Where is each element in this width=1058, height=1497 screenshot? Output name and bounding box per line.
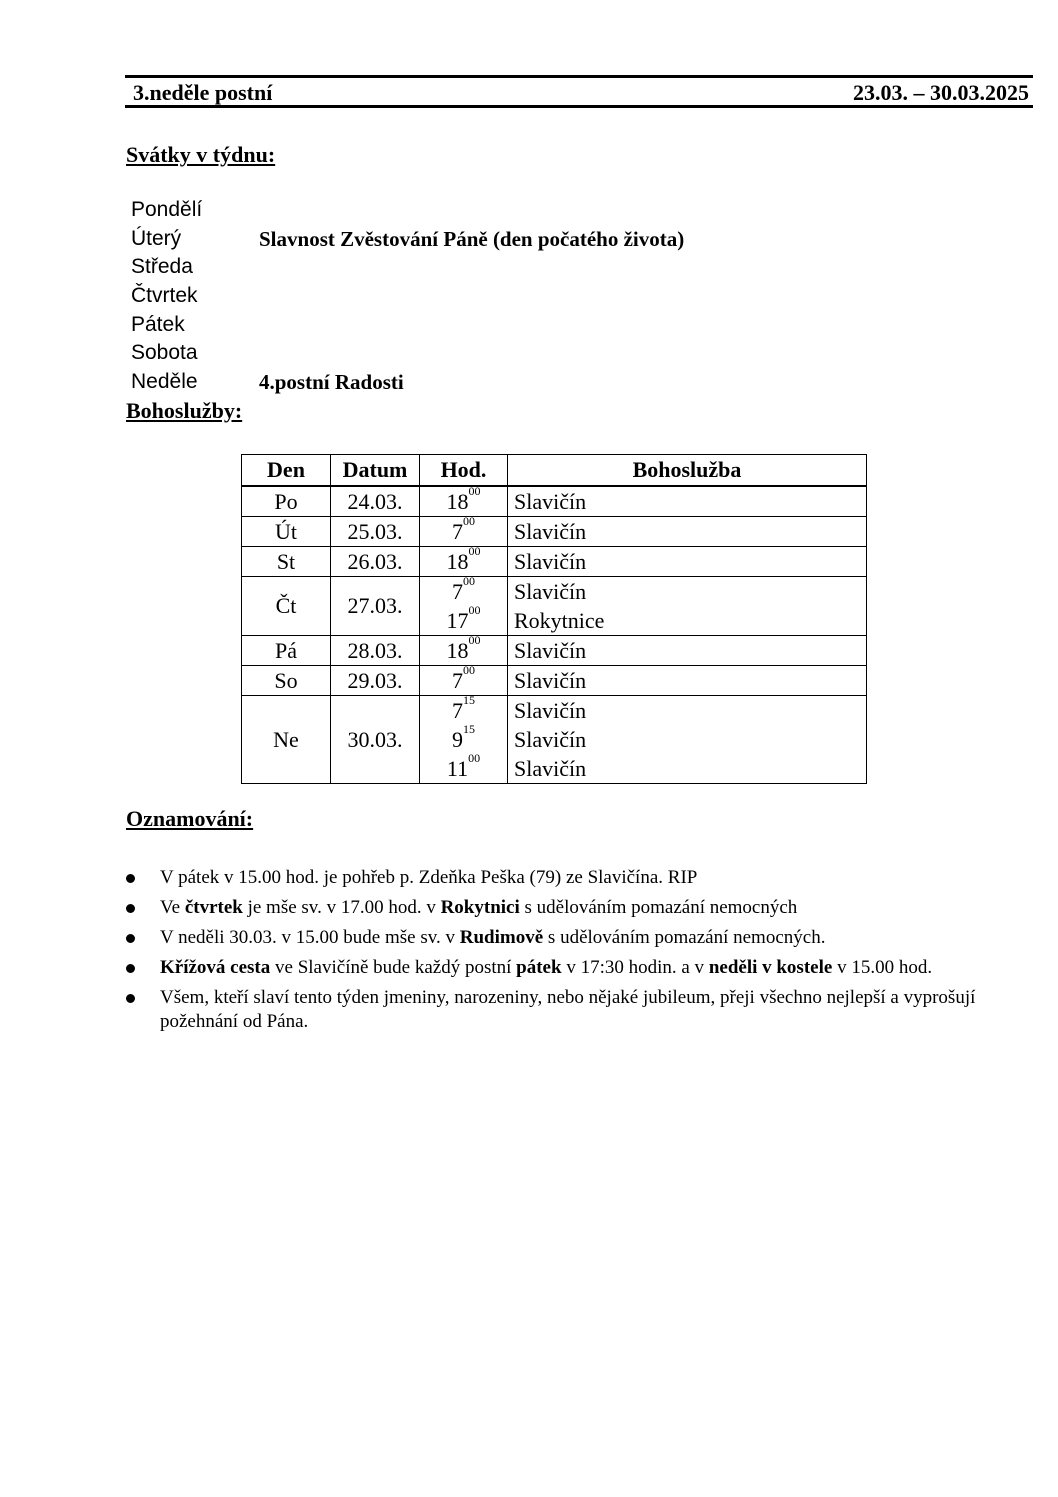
service-time-hour: 11 (446, 756, 469, 781)
service-places (508, 636, 867, 666)
notice-text-bold: čtvrtek (184, 897, 243, 918)
service-time (420, 544, 507, 576)
notice-text: ve Slavičíně bude každý postní (270, 957, 517, 978)
service-time-minutes: 00 (468, 544, 481, 558)
service-time-hour: 17 (446, 608, 469, 633)
table-row (242, 547, 867, 577)
table-row (242, 577, 867, 636)
service-places (508, 666, 867, 696)
list-item (126, 896, 996, 920)
holiday-feast: 4.postní Radosti (259, 370, 404, 395)
notice-text-bold: neděli v kostele (708, 957, 833, 978)
service-date: 28.03. (331, 636, 420, 666)
column-header-day: Den (242, 455, 331, 487)
service-times (420, 633, 508, 666)
holiday-feast: Slavnost Zvěstování Páně (den počatého života) (259, 226, 685, 251)
service-time-hour: 7 (452, 579, 463, 604)
service-day: Ne (242, 696, 331, 784)
notice-text: Ve (160, 897, 185, 918)
service-date: 25.03. (331, 517, 420, 547)
service-place: Slavičín (514, 668, 587, 693)
notice-text: s udělováním pomazání nemocných (519, 897, 798, 918)
service-places (508, 486, 867, 517)
service-times (420, 693, 508, 784)
week-title: 3.neděle postní (133, 80, 273, 105)
service-time-minutes: 15 (463, 722, 475, 736)
service-time-minutes: 00 (468, 484, 481, 498)
service-time (420, 633, 507, 665)
service-date: 24.03. (331, 486, 420, 517)
service-day: So (242, 666, 331, 696)
service-time (420, 514, 507, 546)
notice-text-bold: Rudimově (459, 927, 544, 948)
service-places (508, 517, 867, 547)
table-row (242, 486, 867, 517)
notice-text: V pátek v 15.00 hod. je pohřeb p. Zdeňka Peška (79) ze Slavičína. RIP (160, 867, 698, 888)
service-time (420, 603, 507, 635)
service-time (420, 663, 507, 695)
service-times (420, 574, 508, 636)
column-header-time: Hod. (420, 455, 508, 487)
list-item (126, 926, 996, 950)
service-time-minutes: 00 (463, 663, 475, 677)
service-places (508, 547, 867, 577)
service-time (420, 693, 507, 725)
bullet-icon (126, 904, 135, 913)
service-place: Slavičín (514, 698, 587, 723)
notices-heading: Oznamování: (126, 806, 254, 831)
service-time-hour: 7 (452, 698, 463, 723)
notice-text: Všem, kteří slaví tento týden jmeniny, narozeniny, nebo nějaké jubileum, přeji všechno nejlepší a vyprošují požehnání od Pána. (160, 987, 976, 1032)
notice-text: je mše sv. v 17.00 hod. v (242, 897, 441, 918)
service-place: Slavičín (514, 756, 587, 781)
service-places (508, 577, 867, 636)
bullet-icon (126, 934, 135, 943)
notice-text: V neděli 30.03. v 15.00 bude mše sv. v (160, 927, 460, 948)
service-time-minutes: 15 (463, 693, 475, 707)
services-table-header-row (242, 455, 867, 487)
service-place: Slavičín (514, 727, 587, 752)
notice-text-bold: pátek (516, 957, 562, 978)
holiday-day: Středa (131, 255, 193, 279)
holidays-heading: Svátky v týdnu: (126, 142, 276, 167)
document-header (125, 75, 1033, 108)
bullet-icon (126, 964, 135, 973)
service-time-minutes: 00 (468, 603, 481, 617)
notices-list (126, 866, 996, 1040)
service-places (508, 696, 867, 784)
service-place: Slavičín (514, 489, 587, 514)
service-date: 26.03. (331, 547, 420, 577)
services-heading: Bohoslužby: (126, 398, 243, 423)
notice-text: v 17:30 hodin. a v (561, 957, 709, 978)
service-time (420, 722, 507, 754)
notice-text: v 15.00 hod. (832, 957, 933, 978)
service-place: Rokytnice (514, 608, 605, 633)
table-row (242, 696, 867, 784)
holiday-day: Sobota (131, 341, 198, 365)
service-day: Po (242, 486, 331, 517)
bullet-icon (126, 994, 135, 1003)
holiday-day: Úterý (131, 226, 182, 250)
service-date: 29.03. (331, 666, 420, 696)
service-day: Pá (242, 636, 331, 666)
table-row (242, 517, 867, 547)
service-time (420, 751, 507, 783)
service-time-minutes: 00 (463, 514, 475, 528)
service-time-hour: 7 (452, 519, 463, 544)
service-date: 27.03. (331, 577, 420, 636)
holiday-day: Neděle (131, 370, 198, 394)
service-time-minutes: 00 (468, 633, 481, 647)
service-place: Slavičín (514, 549, 587, 574)
table-row (242, 666, 867, 696)
service-date: 30.03. (331, 696, 420, 784)
notice-text-bold: Rokytnici (440, 897, 520, 918)
list-item (126, 986, 996, 1034)
service-time-hour: 7 (452, 668, 463, 693)
service-time (420, 574, 507, 606)
service-time-hour: 18 (446, 638, 469, 663)
notice-text-bold: Křížová cesta (160, 957, 271, 978)
column-header-service: Bohoslužba (508, 455, 867, 487)
service-time-minutes: 00 (463, 574, 475, 588)
list-item (126, 866, 996, 890)
table-row (242, 636, 867, 666)
week-date-range: 23.03. – 30.03.2025 (853, 80, 1029, 105)
service-times (420, 514, 508, 547)
service-day: Čt (242, 577, 331, 636)
services-table (241, 454, 867, 784)
service-time-hour: 18 (446, 489, 469, 514)
service-times (420, 544, 508, 577)
column-header-date: Datum (331, 455, 420, 487)
service-time-minutes: 00 (468, 751, 481, 765)
service-times (420, 486, 508, 517)
service-place: Slavičín (514, 519, 587, 544)
list-item (126, 956, 996, 980)
bullet-icon (126, 874, 135, 883)
service-time-hour: 18 (446, 549, 469, 574)
service-times (420, 663, 508, 696)
service-time-hour: 9 (452, 727, 463, 752)
service-day: Út (242, 517, 331, 547)
holiday-day: Pátek (131, 312, 185, 336)
holiday-day: Čtvrtek (131, 284, 198, 308)
holiday-day: Pondělí (131, 198, 203, 221)
service-place: Slavičín (514, 579, 587, 604)
service-time (420, 484, 507, 516)
service-place: Slavičín (514, 638, 587, 663)
notice-text: s udělováním pomazání nemocných. (543, 927, 826, 948)
service-day: St (242, 547, 331, 577)
